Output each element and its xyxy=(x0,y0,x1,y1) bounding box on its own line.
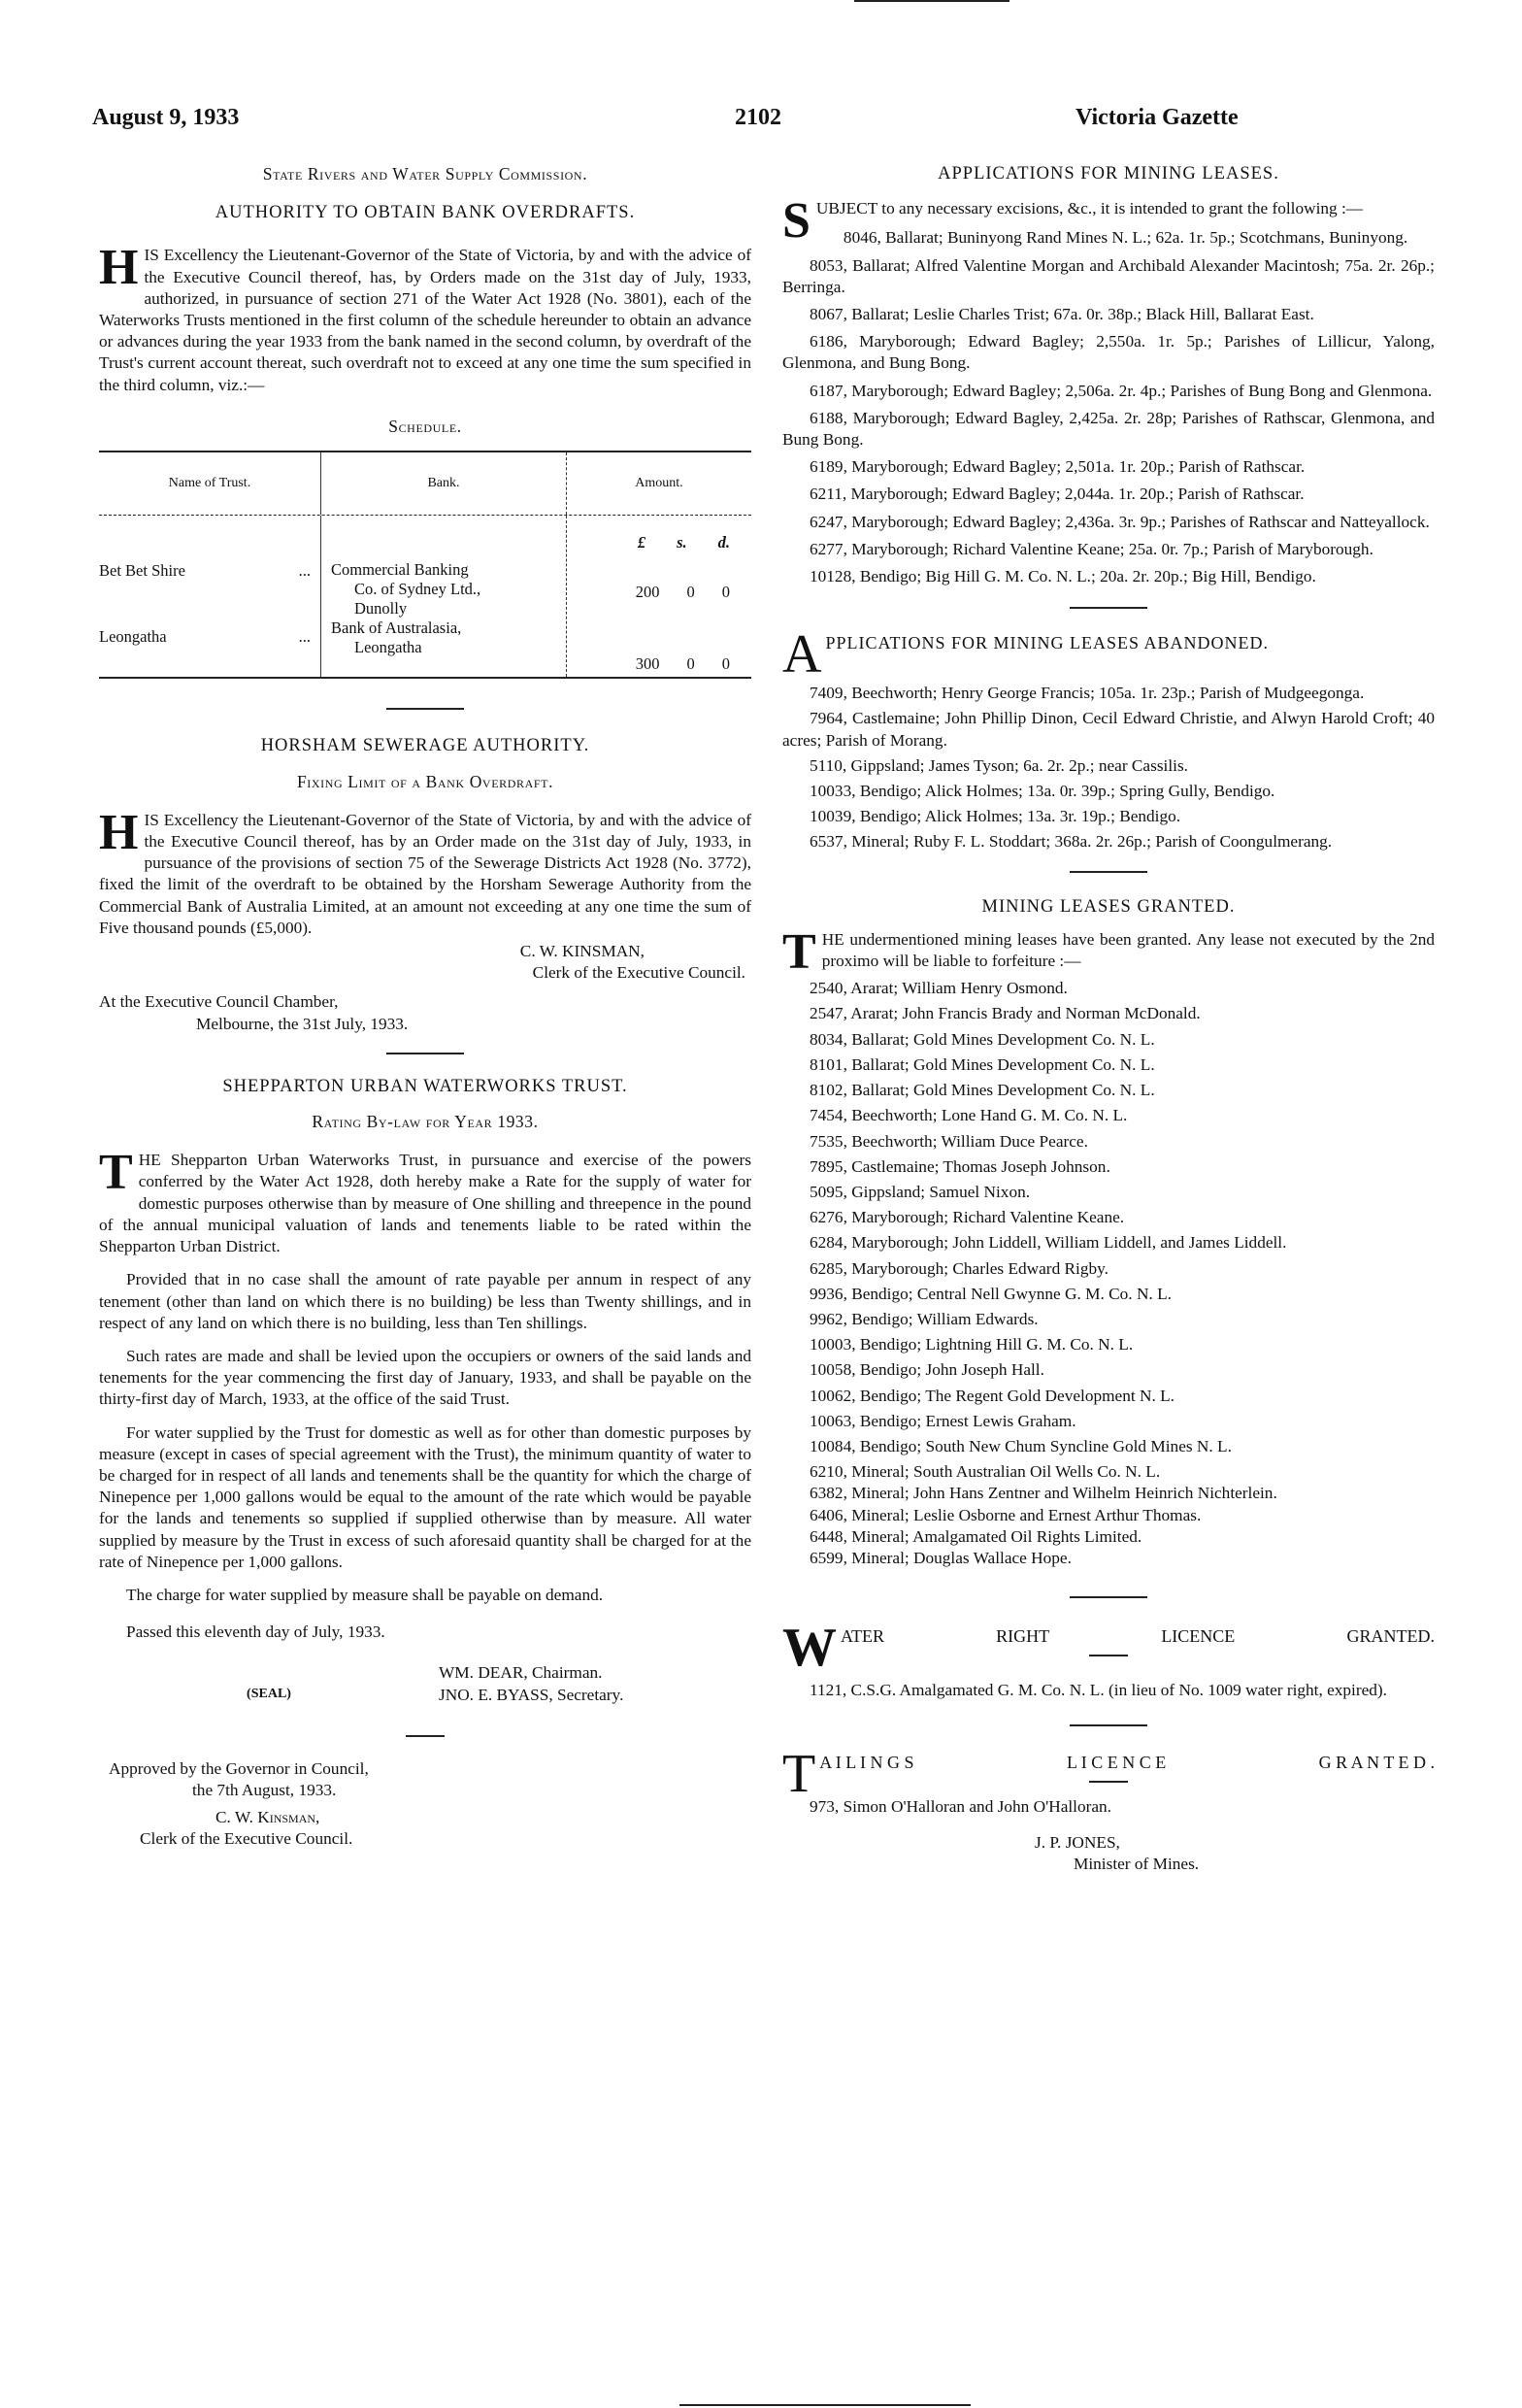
list-item: 5095, Gippsland; Samuel Nixon. xyxy=(810,1182,1031,1201)
list-item: 8034, Ballarat; Gold Mines Development Co. N. L. xyxy=(810,1029,1155,1049)
notice-title: SHEPPARTON URBAN WATERWORKS TRUST. xyxy=(222,1076,628,1096)
list-item: 8101, Ballarat; Gold Mines Development Co. N. L. xyxy=(810,1054,1155,1074)
table-cell-bank: Bank of Australasia, xyxy=(331,619,462,638)
signatory-title: Minister of Mines. xyxy=(1074,1854,1200,1873)
notice-title: HORSHAM SEWERAGE AUTHORITY. xyxy=(260,736,590,756)
paragraph: Such rates are made and shall be levied upon the occupiers or owners of the said lands and tenements for the year commencing the first day of January, 1933, and shall be payable on the thirty-first day of March, 1933, at the office of the said Trust. xyxy=(99,1346,751,1409)
paragraph: For water supplied by the Trust for domestic as well as for other than domestic purposes by measure (except in cases of special agreement with the Trust), the minimum quantity of water to be charged for in respect of all lands and tenements shall be the quantity for which the charge of Ninepence per 1,000 gallons would be equal to the amount of the rate which would be payable for the lands and tenements so supplied if supplied otherwise than by measure. All water supplied by measure by the Trust in excess of such aforesaid quantity shall be charged for at the rate of Ninepence per 1,000 gallons. xyxy=(99,1422,751,1571)
list-item: 6189, Maryborough; Edward Bagley; 2,501a. 1r. 20p.; Parish of Rathscar. xyxy=(810,457,1306,477)
signatory-name: C. W. Kinsman, xyxy=(215,1808,320,1827)
page-header xyxy=(0,105,1522,144)
approval-date: the 7th August, 1933. xyxy=(192,1780,337,1799)
list-item: 6537, Mineral; Ruby F. L. Stoddart; 368a. 2r. 26p.; Parish of Coongulmerang. xyxy=(810,832,1333,852)
left-column xyxy=(99,163,751,1851)
list-item: 5110, Gippsland; James Tyson; 6a. 2r. 2p.; near Cassilis. xyxy=(810,755,1188,775)
drop-cap: T xyxy=(99,1145,133,1201)
list-item: 10039, Bendigo; Alick Holmes; 13a. 3r. 19p.; Bendigo. xyxy=(810,807,1181,826)
list-item: 10084, Bendigo; South New Chum Syncline Gold Mines N. L. xyxy=(810,1436,1232,1455)
tailings-notice xyxy=(782,1744,1435,1875)
list-item: 8046, Ballarat; Buninyong Rand Mines N. L.; 62a. 1r. 5p.; Scotchmans, Buninyong. xyxy=(843,228,1408,248)
list-item: 7409, Beechworth; Henry George Francis; 105a. 1r. 23p.; Parish of Mudgeegonga. xyxy=(810,684,1365,703)
list-item: 6247, Maryborough; Edward Bagley; 2,436a. 3r. 9p.; Parishes of Rathscar and Natteyallock. xyxy=(810,512,1430,531)
notice-title: T A I L I N G S L I C E N C E G R A N T E D . xyxy=(782,1744,1435,1805)
list-item: 7535, Beechworth; William Duce Pearce. xyxy=(810,1131,1088,1151)
list-item: 6187, Maryborough; Edward Bagley; 2,506a. 2r. 4p.; Parishes of Bung Bong and Glenmona. xyxy=(810,381,1433,400)
issue-date: August 9, 1933 xyxy=(92,105,240,130)
notice-body: THE Shepparton Urban Waterworks Trust, in pursuance and exercise of the powers conferred by the Water Act 1928, doth hereby make a Rate for the supply of water for domestic purposes otherwise than by measure of One shilling and threepence in the pound of the annual municipal valuation of lands and tenements liable to be rated within the Shepparton Urban District. xyxy=(99,1145,751,1256)
abandoned-list xyxy=(782,683,1435,853)
shepparton-notice xyxy=(99,1076,751,1851)
schedule-body: Bet Bet Shire ... Leongatha ... Commercial Banking Co. of Sydney Ltd., Dunolly Bank of Australasia, Leongatha £ s. d. 200 0 0 300 0 0 xyxy=(99,516,751,677)
drop-cap: H xyxy=(99,240,139,296)
list-item: 10062, Bendigo; The Regent Gold Development N. L. xyxy=(810,1386,1175,1405)
granted-mineral-list xyxy=(782,1461,1435,1569)
notice-subtitle: Fixing Limit of a Bank Overdraft. xyxy=(296,771,554,791)
signatory-name: C. W. KINSMAN, xyxy=(519,942,645,961)
list-item: 6211, Maryborough; Edward Bagley; 2,044a. 1r. 20p.; Parish of Rathscar. xyxy=(810,485,1305,504)
list-item: 6285, Maryborough; Charles Edward Rigby. xyxy=(810,1258,1108,1278)
section-divider xyxy=(1070,607,1147,609)
list-item: 6277, Maryborough; Richard Valentine Keane; 25a. 0r. 7p.; Parish of Maryborough. xyxy=(810,539,1373,558)
section-divider xyxy=(1070,1724,1147,1726)
applications-notice xyxy=(782,163,1435,609)
notice-intro: SUBJECT to any necessary excisions, &c., it is intended to grant the following :— xyxy=(782,193,1364,250)
col-header-trust: Name of Trust. xyxy=(168,475,251,490)
amount-units: £ s. d. xyxy=(637,532,730,552)
right-column xyxy=(782,163,1435,1875)
list-item: 973, Simon O'Halloran and John O'Halloran. xyxy=(810,1797,1112,1817)
seal-mark: (SEAL) xyxy=(247,1687,291,1702)
chairman-signature: WM. DEAR, Chairman. xyxy=(439,1663,603,1683)
schedule-title: Schedule. xyxy=(388,416,462,436)
list-item: 10033, Bendigo; Alick Holmes; 13a. 0r. 39p.; Spring Gully, Bendigo. xyxy=(810,782,1275,801)
list-item: 8102, Ballarat; Gold Mines Development Co. N. L. xyxy=(810,1081,1155,1100)
abandoned-notice xyxy=(782,624,1435,872)
place-date-line: Melbourne, the 31st July, 1933. xyxy=(196,1014,409,1033)
page-number: 2102 xyxy=(735,105,781,130)
list-item: 7964, Castlemaine; John Phillip Dinon, Cecil Edward Christie, and Alwyn Harold Croft; 40 acres; Parish of Morang. xyxy=(782,709,1435,750)
paragraph: The charge for water supplied by measure shall be payable on demand. xyxy=(126,1585,604,1604)
notice-subtitle: Rating By-law for Year 1933. xyxy=(312,1112,539,1132)
list-item: 10058, Bendigo; John Joseph Hall. xyxy=(810,1360,1044,1380)
top-edge-rule xyxy=(854,0,1009,2)
granted-list xyxy=(782,978,1435,1457)
approval-line: Approved by the Governor in Council, xyxy=(109,1758,369,1778)
list-item: 6276, Maryborough; Richard Valentine Keane. xyxy=(810,1208,1125,1227)
water-right-notice xyxy=(782,1618,1435,1726)
list-item: 6599, Mineral; Douglas Wallace Hope. xyxy=(810,1548,1072,1567)
list-item: 7454, Beechworth; Lone Hand G. M. Co. N. L. xyxy=(810,1106,1128,1125)
secretary-signature: JNO. E. BYASS, Secretary. xyxy=(439,1685,624,1704)
schedule-header-row xyxy=(99,452,751,516)
drop-cap: S xyxy=(782,193,811,250)
signatory-name: J. P. JONES, xyxy=(1035,1832,1120,1852)
srwsc-notice xyxy=(99,163,751,710)
list-item: 8067, Ballarat; Leslie Charles Trist; 67a. 0r. 38p.; Black Hill, Ballarat East. xyxy=(810,305,1314,324)
list-item: 1121, C.S.G. Amalgamated G. M. Co. N. L. (in lieu of No. 1009 water right, expired). xyxy=(810,1681,1387,1700)
table-cell-amount: 200 0 0 xyxy=(635,583,730,602)
notice-title: A PPLICATIONS FOR MINING LEASES ABANDONED. xyxy=(782,624,1269,686)
drop-cap: T xyxy=(782,923,816,980)
list-item: 10003, Bendigo; Lightning Hill G. M. Co. N. L. xyxy=(810,1335,1134,1354)
table-row-trust: Bet Bet Shire ... xyxy=(99,561,311,581)
signature-block xyxy=(99,1662,751,1705)
list-item: 2540, Ararat; William Henry Osmond. xyxy=(810,979,1068,998)
list-item: 6284, Maryborough; John Liddell, William Liddell, and James Liddell. xyxy=(810,1233,1287,1253)
notice-title: MINING LEASES GRANTED. xyxy=(981,896,1236,917)
drop-cap: H xyxy=(99,804,139,860)
section-divider xyxy=(406,1735,445,1737)
bottom-edge-rule xyxy=(679,2404,971,2406)
title-underline xyxy=(1089,1781,1128,1783)
col-header-amount: Amount. xyxy=(566,452,751,515)
drop-cap: T xyxy=(782,1744,816,1805)
list-item: 10128, Bendigo; Big Hill G. M. Co. N. L.; 20a. 2r. 20p.; Big Hill, Bendigo. xyxy=(810,567,1316,586)
notice-title: APPLICATIONS FOR MINING LEASES. xyxy=(938,164,1279,184)
schedule-table xyxy=(99,451,751,679)
list-item: 6448, Mineral; Amalgamated Oil Rights Limited. xyxy=(810,1526,1142,1546)
list-item: 6382, Mineral; John Hans Zentner and Wilhelm Heinrich Nichterlein. xyxy=(810,1484,1277,1503)
list-item: 6186, Maryborough; Edward Bagley; 2,550a. 1r. 5p.; Parishes of Lillicur, Yalong, Glenmona, and Bung Bong. xyxy=(782,332,1435,373)
drop-cap: A xyxy=(782,624,822,686)
notice-body: HIS Excellency the Lieutenant-Governor of the State of Victoria, by and with the advice of the Executive Council thereof, has, by Orders made on the 31st day of July, 1933, authorized, in pursuance of section 271 of the Water Act 1928 (No. 3801), each of the Waterworks Trusts mentioned in the first column of the schedule hereunder to obtain an advance or advances during the year 1933 from the bank named in the second column, by overdraft of the Trust's current account thereat, such overdraft not to exceed at any one time the sum specified in the third column, viz.:— xyxy=(99,240,751,394)
granted-notice xyxy=(782,896,1435,1598)
drop-cap: W xyxy=(782,1618,837,1679)
publication-name: Victoria Gazette xyxy=(1075,105,1239,130)
table-cell-amount: 300 0 0 xyxy=(635,654,730,674)
passed-date: Passed this eleventh day of July, 1933. xyxy=(126,1622,385,1642)
title-underline xyxy=(1089,1655,1128,1656)
table-cell-bank: Commercial Banking xyxy=(331,560,469,580)
horsham-notice xyxy=(99,735,751,1054)
list-item: 6406, Mineral; Leslie Osborne and Ernest Arthur Thomas. xyxy=(810,1505,1202,1524)
table-row-trust: Leongatha ... xyxy=(99,627,311,647)
list-item: 8053, Ballarat; Alfred Valentine Morgan and Archibald Alexander Macintosh; 75a. 2r. 26p.; Berringa. xyxy=(782,255,1435,296)
notice-title: W ATER RIGHT LICENCE GRANTED. xyxy=(782,1618,1435,1679)
signatory-title: Clerk of the Executive Council. xyxy=(532,963,745,983)
list-item: 2547, Ararat; John Francis Brady and Norman McDonald. xyxy=(810,1004,1201,1023)
notice-title: AUTHORITY TO OBTAIN BANK OVERDRAFTS. xyxy=(215,203,636,223)
notice-intro: THE undermentioned mining leases have been granted. Any lease not executed by the 2nd proximo will be liable to forfeiture :— xyxy=(782,923,1435,980)
paragraph: Provided that in no case shall the amount of rate payable per annum in respect of any tenement (other than land on which there is no building) be less than Twenty shillings, and in respect of any land on which there is no building, less than Ten shillings. xyxy=(99,1270,751,1332)
signatory-title: Clerk of the Executive Council. xyxy=(140,1829,353,1849)
list-item: 10063, Bendigo; Ernest Lewis Graham. xyxy=(810,1411,1076,1430)
list-item: 7895, Castlemaine; Thomas Joseph Johnson. xyxy=(810,1156,1110,1176)
section-divider xyxy=(1070,871,1147,873)
place-line: At the Executive Council Chamber, xyxy=(99,992,339,1012)
section-divider xyxy=(386,708,464,710)
applications-list xyxy=(782,227,1435,587)
list-item: 6210, Mineral; South Australian Oil Wells Co. N. L. xyxy=(810,1462,1161,1482)
list-item: 9962, Bendigo; William Edwards. xyxy=(810,1309,1039,1328)
list-item: 6188, Maryborough; Edward Bagley, 2,425a. 2r. 28p; Parishes of Rathscar, Glenmona, and Bung Bong. xyxy=(782,408,1435,450)
department-heading: State Rivers and Water Supply Commission. xyxy=(262,164,588,184)
section-divider xyxy=(1070,1596,1147,1598)
col-header-bank: Bank. xyxy=(320,452,566,515)
section-divider xyxy=(386,1053,464,1054)
list-item: 9936, Bendigo; Central Nell Gwynne G. M. Co. N. L. xyxy=(810,1284,1172,1303)
notice-body: HIS Excellency the Lieutenant-Governor of the State of Victoria, by and with the advice of the Executive Council thereof, has by an Order made on the 31st day of July, 1933, in pursuance of the provisions of section 75 of the Sewerage Districts Act 1928 (No. 3772), fixed the limit of the overdraft to be obtained by the Horsham Sewerage Authority from the Commercial Bank of Australia Limited, at an amount not exceeding at any one time the sum of Five thousand pounds (£5,000). xyxy=(99,804,751,937)
